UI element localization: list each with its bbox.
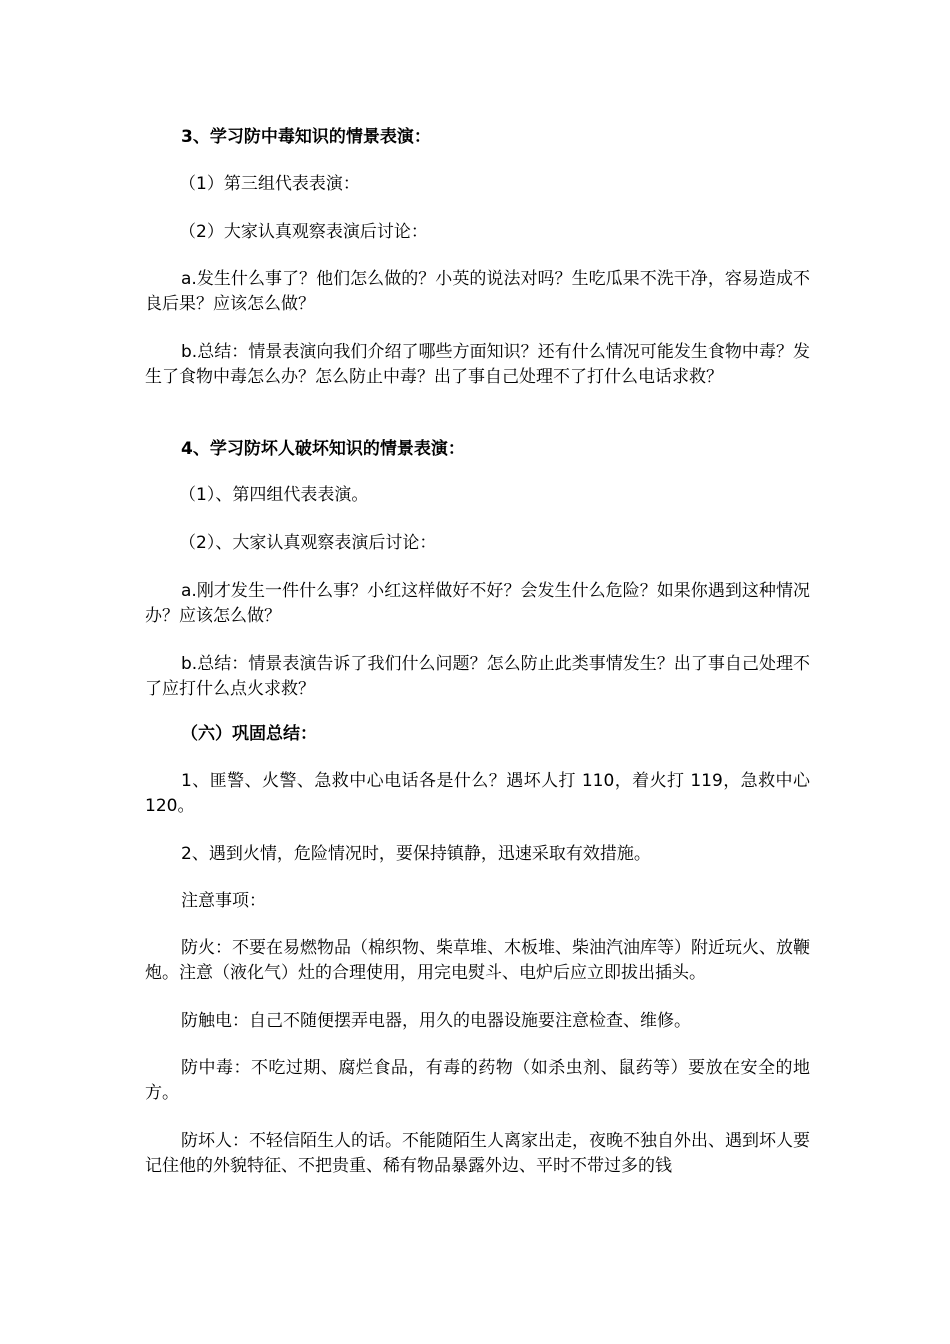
- paragraph: 1、匪警、火警、急救中心电话各是什么？遇坏人打 110，着火打 119，急救中心 120。: [145, 771, 810, 816]
- paragraph: b.总结：情景表演告诉了我们什么问题？怎么防止此类事情发生？出了事自己处理不了应打什么点火求救？: [145, 654, 810, 699]
- section-heading-4: 4、学习防坏人破坏知识的情景表演：: [181, 439, 465, 459]
- paragraph: 防坏人：不轻信陌生人的话。不能随陌生人离家出走，夜晚不独自外出、遇到坏人要记住他的外貌特征、不把贵重、稀有物品暴露外边、平时不带过多的钱: [145, 1131, 810, 1176]
- paragraph: a.发生什么事了？他们怎么做的？小英的说法对吗？生吃瓜果不洗干净，容易造成不良后果？应该怎么做？: [145, 269, 810, 314]
- paragraph: a.刚才发生一件什么事？小红这样做好不好？会发生什么危险？如果你遇到这种情况办？应该怎么做？: [145, 581, 810, 626]
- list-item: （2）大家认真观察表演后讨论：: [179, 222, 428, 242]
- paragraph: 防中毒：不吃过期、腐烂食品，有毒的药物（如杀虫剂、鼠药等）要放在安全的地方。: [145, 1058, 810, 1103]
- paragraph: 2、遇到火情，危险情况时，要保持镇静，迅速采取有效措施。: [181, 844, 651, 864]
- list-item: （2）、大家认真观察表演后讨论：: [179, 533, 437, 553]
- list-item: （1）、第四组代表表演。: [179, 485, 369, 505]
- paragraph: 防触电：自己不随便摆弄电器，用久的电器设施要注意检查、维修。: [181, 1011, 691, 1031]
- paragraph: 防火：不要在易燃物品（棉织物、柴草堆、木板堆、柴油汽油库等）附近玩火、放鞭炮。注意（液化气）灶的合理使用，用完电熨斗、电炉后应立即拔出插头。: [145, 938, 810, 983]
- paragraph: b.总结：情景表演向我们介绍了哪些方面知识？还有什么情况可能发生食物中毒？发生了食物中毒怎么办？怎么防止中毒？出了事自己处理不了打什么电话求救？: [145, 342, 810, 387]
- notes-title: 注意事项：: [181, 891, 266, 911]
- list-item: （1）第三组代表表演：: [179, 174, 360, 194]
- section-heading-3: 3、学习防中毒知识的情景表演：: [181, 127, 431, 147]
- section-heading-6: （六）巩固总结：: [181, 724, 317, 744]
